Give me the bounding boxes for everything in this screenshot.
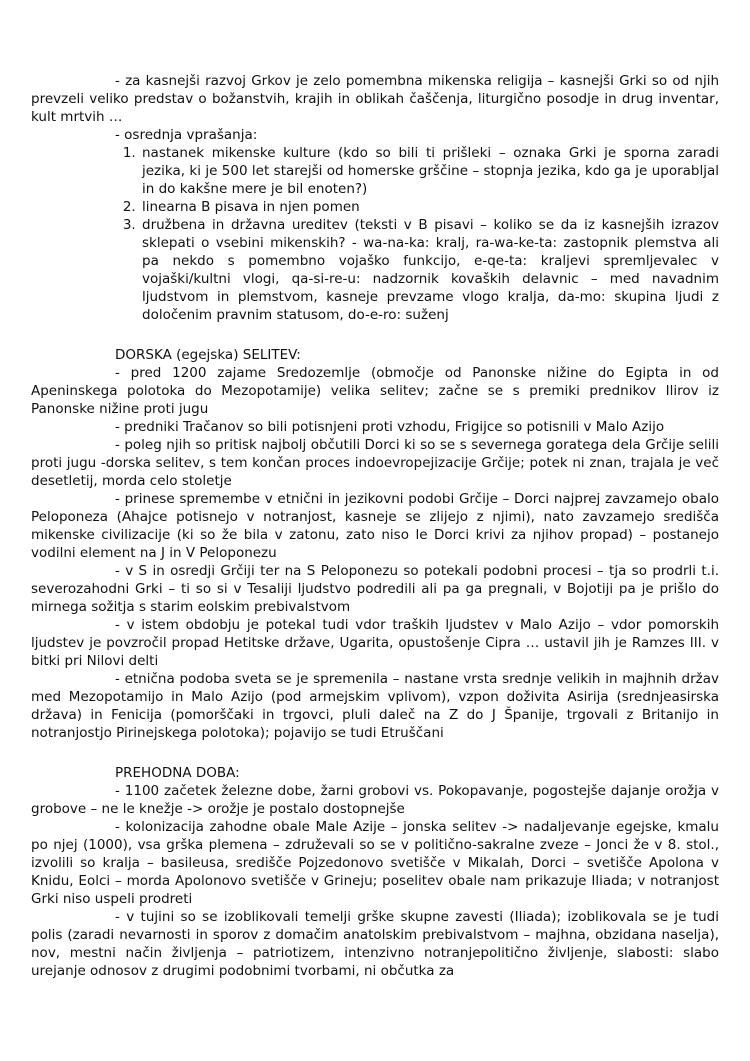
paragraph: - pred 1200 zajame Sredozemlje (območje od Panonske nižine do Egipta in od Apeninskega polotoka do Mezopotamije) velika selitev; začne se s premiki prednikov Ilirov iz Panonske nižine proti jugu xyxy=(31,365,719,417)
section-heading-prehodna-doba: PREHODNA DOBA: xyxy=(115,765,240,781)
section-heading-dorska-selitev: DORSKA (egejska) SELITEV: xyxy=(115,347,301,363)
paragraph: - v tujini so se izoblikovali temelji grške skupne zavesti (Iliada); izoblikovala se je tudi polis (zaradi nevarnosti in sporov z domačim anatolskim prebivalstvom – majhna, obzidana naselja), nov, mestni način življenja – patriotizem, intenzivno notranjepolitično življenje, slabosti: slabo urejanje odnosov z drugimi podobnimi tvorbami, ni občutka za xyxy=(31,909,719,979)
list-item: 2. linearna B pisava in njen pomen xyxy=(140,198,719,216)
intro-paragraph: - za kasnejši razvoj Grkov je zelo pomembna mikenska religija – kasnejši Grki so od njih prevzeli veliko predstav o božanstvih, krajih in oblikah čaščenja, liturgično posodje in drug inventar, kult mrtvih … xyxy=(31,73,719,125)
paragraph: - etnična podoba sveta se je spremenila – nastane vrsta srednje velikih in majhnih držav med Mezopotamijo in Malo Azijo (pod armejskim vplivom), vzpon doživita Asirija (srednjeasirska država) in Fenicija (pomorščaki in trgovci, pluli daleč na Z do J Španije, trgovali z Britanijo in notranjostjo Pirinejskega polotoka); pojavijo se tudi Etruščani xyxy=(31,671,719,741)
list-item: 3. družbena in državna ureditev (teksti v B pisavi – koliko se da iz kasnejših izrazov sklepati o vsebini mikenskih? - wa-na-ka: kralj, ra-wa-ke-ta: zastopnik plemstva ali pa nekdo s pomembno vojaško funkcijo, e-qe-ta: kraljevi spremljevalec v vojaški/kultni vlogi, qa-si-re-u: nadzornik kovaških delavnic – med navadnim ljudstvom in plemstvom, kasneje prevzame vlogo kralja, da-mo: skupina ljudi z določenim pravnim statusom, do-e-ro: suženj xyxy=(140,216,719,324)
paragraph: - prinese spremembe v etnični in jezikovni podobi Grčije – Dorci najprej zavzamejo obalo Peloponeza (Ahajce potisnejo v notranjost, kasneje se zlijejo z njimi), nato zavzamejo središča mikenske civilizacije (ki so že bila v zatonu, zato niso le Dorci krivi za njihov propad) – postanejo vodilni element na J in V Peloponezu xyxy=(31,491,719,561)
intro-paragraph-questions-lead: - osrednja vprašanja: xyxy=(115,127,258,143)
paragraph: - kolonizacija zahodne obale Male Azije – jonska selitev -> nadaljevanje egejske, kmalu po njej (1000), vsa grška plemena – združevali so se v politično-sakralne zveze – Jonci že v 8. stol., izvolili so kralja – basileusa, središče Pojzedonovo svetišče v Mikalah, Dorci – svetišče Apolona v Knidu, Eolci – morda Apolonovo svetišče v Grineju; poselitev obale nam prikazuje Iliada; v notranjost Grki niso uspeli prodreti xyxy=(31,819,719,907)
paragraph: - poleg njih so pritisk najbolj občutili Dorci ki so se s severnega goratega dela Grčije selili proti jugu -dorska selitev, s tem končan proces indoevropejizacije Grčije; potek ni znan, trajala je več desetletij, morda celo stoletje xyxy=(31,437,719,489)
questions-list xyxy=(31,144,719,324)
paragraph: - predniki Tračanov so bili potisnjeni proti vzhodu, Frigijce so potisnili v Malo Azijo xyxy=(115,419,665,435)
paragraph: - v istem obdobju je potekal tudi vdor traških ljudstev v Malo Azijo – vdor pomorskih ljudstev je povzročil propad Hetitske države, Ugarita, opustošenje Cipra … ustavil jih je Ramzes III. v bitki pri Nilovi delti xyxy=(31,617,719,669)
list-item: 1. nastanek mikenske kulture (kdo so bili ti prišleki – oznaka Grki je sporna zaradi jezika, ki je 500 let starejši od homerske grščine – stopnja jezika, kdo ga je uporabljal in do kakšne mere je bil enoten?) xyxy=(140,144,719,198)
paragraph: - 1100 začetek železne dobe, žarni grobovi vs. Pokopavanje, pogostejše dajanje orožja v grobove – ne le knežje -> orožje je postalo dostopnejše xyxy=(31,783,719,817)
paragraph: - v S in osredji Grčiji ter na S Peloponezu so potekali podobni procesi – tja so prodrli t.i. severozahodni Grki – ti so si v Tesaliji ljudstvo podredili ali pa ga pregnali, v Bojotiji pa je prišlo do mirnega sožitja s starim eolskim prebivalstvom xyxy=(31,563,719,615)
